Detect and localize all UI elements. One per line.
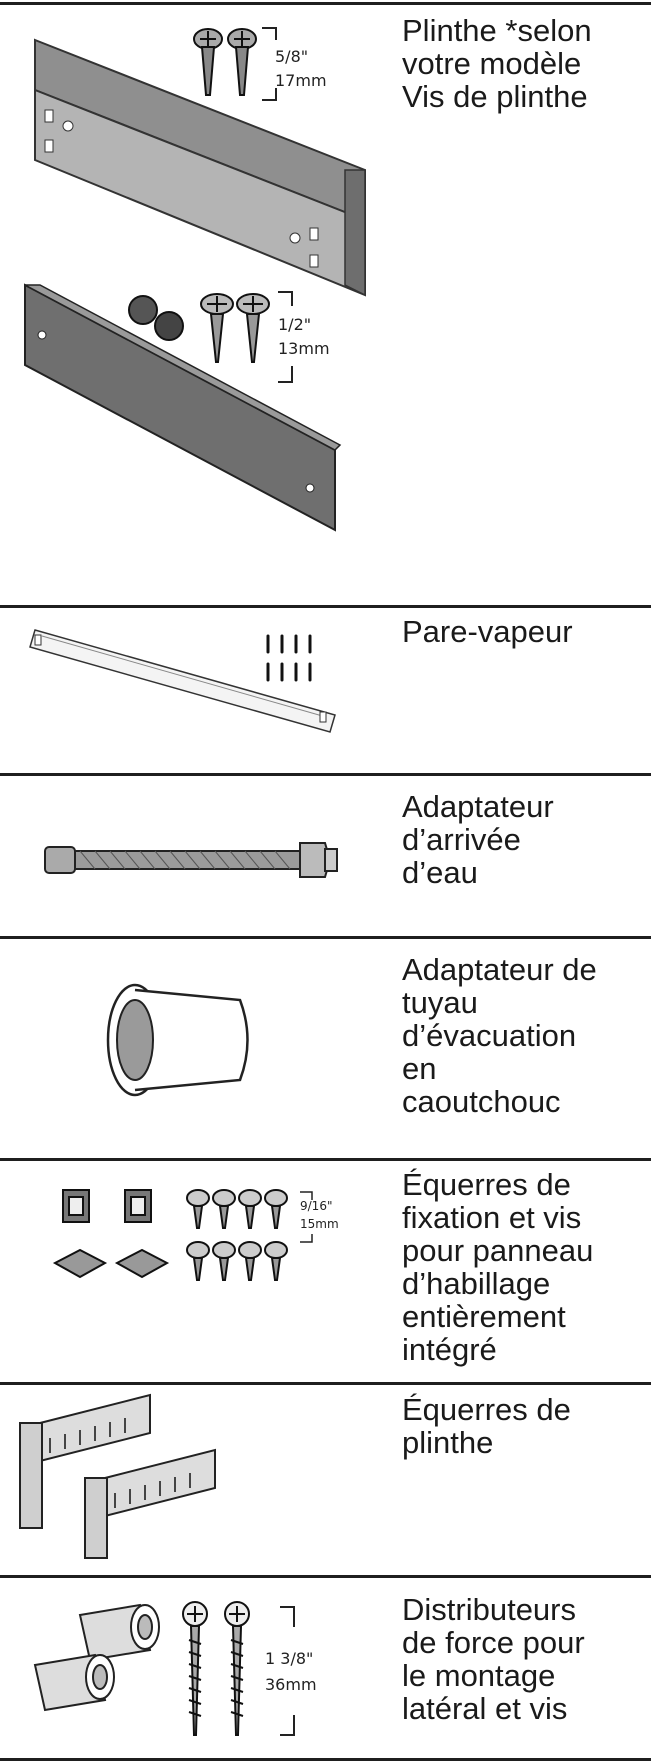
dimension-inch: 9/16" (300, 1199, 333, 1213)
screw-set-icon (262, 630, 332, 690)
toe-kick-screw-icon (190, 25, 260, 100)
item-label: Équerres de fixation et vis pour panneau d’habillage entièrement intégré (402, 1167, 594, 1367)
dimension-text (275, 48, 345, 98)
item-label: Équerres de plinthe (402, 1392, 571, 1460)
dimension-mm: 17mm (275, 71, 327, 90)
bracket-icon (55, 1185, 175, 1300)
dimension-inch: 1/2" (278, 315, 312, 334)
item-label: Distributeurs de force pour le montage latéral et vis (402, 1592, 585, 1726)
row-divider (0, 1158, 651, 1161)
dimension-bracket (300, 1190, 360, 1250)
dimension-text (278, 316, 348, 366)
bottom-rule (0, 1758, 651, 1761)
dimension-inch: 5/8" (275, 47, 309, 66)
water-inlet-hose-illustration (40, 835, 340, 885)
row-divider (0, 773, 651, 776)
item-label: Adaptateur de tuyau d’évacuation en caoutchouc (402, 952, 597, 1119)
dimension-inch: 1 3/8" (265, 1649, 314, 1668)
toe-kick-screw-icon (195, 290, 275, 370)
dimension-mm: 15mm (300, 1217, 339, 1231)
dimension-mm: 36mm (265, 1675, 317, 1694)
rubber-drain-adapter-illustration (105, 980, 265, 1100)
screw-cap-icon (125, 290, 195, 350)
item-label: Pare-vapeur (402, 614, 573, 649)
item-label: Plinthe *selon votre modèle Vis de plinthe (402, 13, 592, 114)
screw-set-icon (175, 1600, 265, 1740)
top-rule (0, 2, 651, 5)
row-divider (0, 605, 651, 608)
toe-kick-bracket-illustration (10, 1393, 240, 1563)
row-divider (0, 936, 651, 939)
screw-set-icon (185, 1188, 295, 1298)
force-distributor-illustration (20, 1600, 170, 1730)
row-divider (0, 1575, 651, 1578)
row-divider (0, 1382, 651, 1385)
dimension-mm: 13mm (278, 339, 330, 358)
item-label: Adaptateur d’arrivée d’eau (402, 789, 554, 890)
dimension-text (265, 1650, 345, 1700)
